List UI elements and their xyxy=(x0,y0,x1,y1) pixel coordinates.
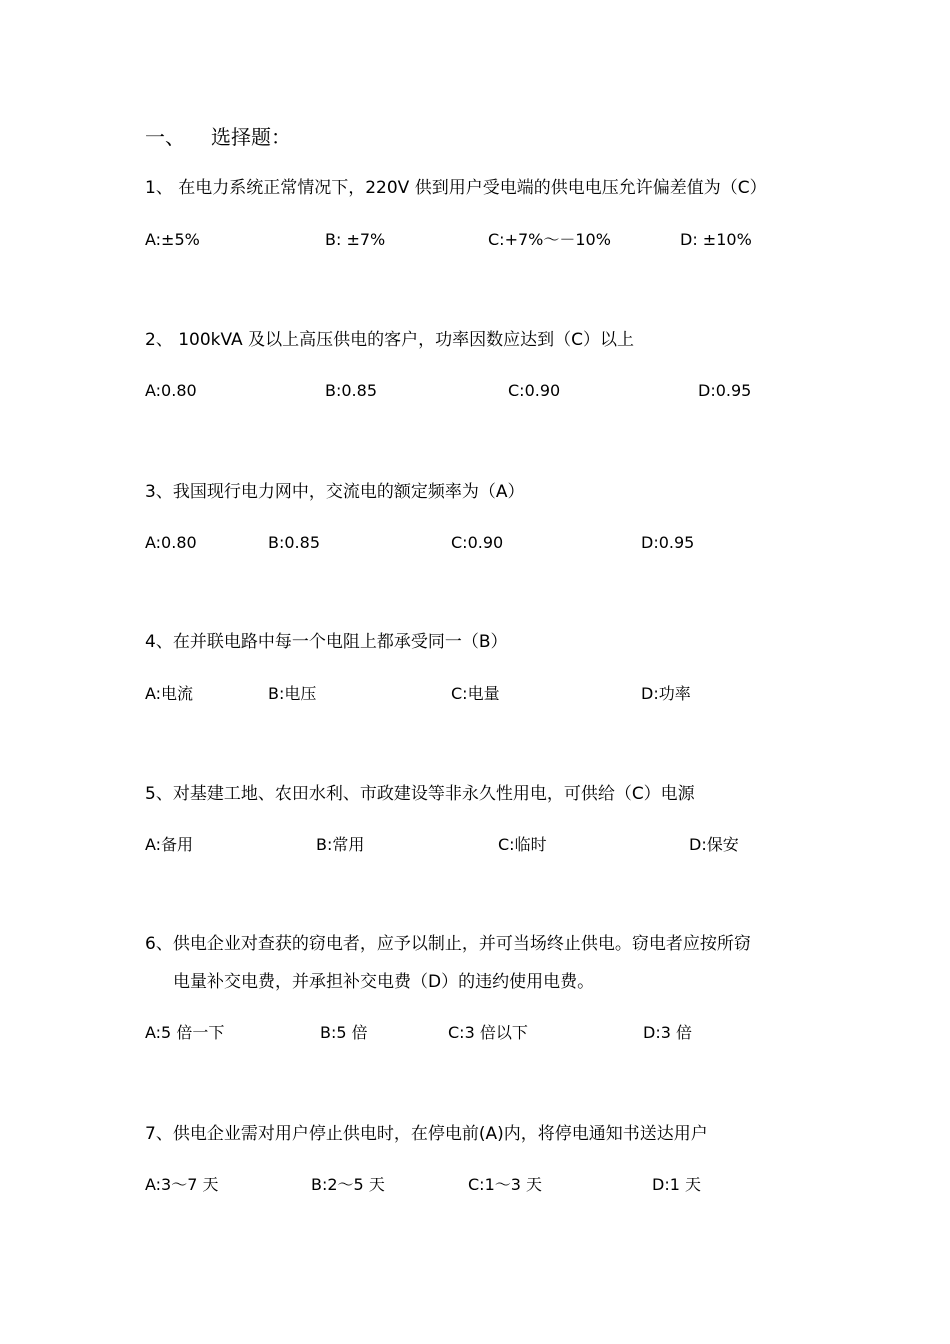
question-4-option-b: B:电压 xyxy=(268,684,317,703)
question-7-option-d: D:1 天 xyxy=(652,1175,701,1194)
question-1-option-d: D: ±10% xyxy=(680,230,752,249)
question-1-text: 1、 在电力系统正常情况下，220V 供到用户受电端的供电电压允许偏差值为（C） xyxy=(145,178,767,198)
question-3-text: 3、我国现行电力网中，交流电的额定频率为（A） xyxy=(145,482,525,502)
question-1-option-a: A:±5% xyxy=(145,230,200,249)
question-2-option-a: A:0.80 xyxy=(145,381,197,400)
question-7-option-a: A:3～7 天 xyxy=(145,1175,219,1194)
question-5-text: 5、对基建工地、农田水利、市政建设等非永久性用电，可供给（C）电源 xyxy=(145,784,695,804)
question-4-option-d: D:功率 xyxy=(641,684,691,703)
question-6-text-line1: 6、供电企业对查获的窃电者，应予以制止，并可当场终止供电。窃电者应按所窃 xyxy=(145,934,751,954)
question-4-option-a: A:电流 xyxy=(145,684,194,703)
question-3-option-d: D:0.95 xyxy=(641,533,695,552)
question-2-option-c: C:0.90 xyxy=(508,381,561,400)
question-4-option-c: C:电量 xyxy=(451,684,500,703)
question-6-text-line2: 电量补交电费，并承担补交电费（D）的违约使用电费。 xyxy=(173,972,595,992)
question-2-text: 2、 100kVA 及以上高压供电的客户，功率因数应达到（C）以上 xyxy=(145,330,634,350)
question-5-option-a: A:备用 xyxy=(145,835,194,854)
question-6-option-d: D:3 倍 xyxy=(643,1023,692,1042)
question-1-option-b: B: ±7% xyxy=(325,230,386,249)
section-heading xyxy=(145,123,291,151)
question-6-option-c: C:3 倍以下 xyxy=(448,1023,528,1042)
question-1-option-c: C:+7%～－10% xyxy=(488,230,611,249)
question-2-option-b: B:0.85 xyxy=(325,381,377,400)
question-4-text: 4、在并联电路中每一个电阻上都承受同一（B） xyxy=(145,632,508,652)
question-3-option-a: A:0.80 xyxy=(145,533,197,552)
question-5-option-c: C:临时 xyxy=(498,835,547,854)
question-7-text: 7、供电企业需对用户停止供电时，在停电前(A)内，将停电通知书送达用户 xyxy=(145,1124,708,1144)
section-title: 选择题： xyxy=(211,125,291,149)
question-2-option-d: D:0.95 xyxy=(698,381,752,400)
question-6-option-b: B:5 倍 xyxy=(320,1023,368,1042)
question-7-option-c: C:1～3 天 xyxy=(468,1175,543,1194)
question-3-option-b: B:0.85 xyxy=(268,533,320,552)
question-3-option-c: C:0.90 xyxy=(451,533,504,552)
section-number: 一、 xyxy=(145,125,185,149)
question-6-option-a: A:5 倍一下 xyxy=(145,1023,225,1042)
question-5-option-b: B:常用 xyxy=(316,835,365,854)
question-5-option-d: D:保安 xyxy=(689,835,739,854)
question-7-option-b: B:2～5 天 xyxy=(311,1175,385,1194)
